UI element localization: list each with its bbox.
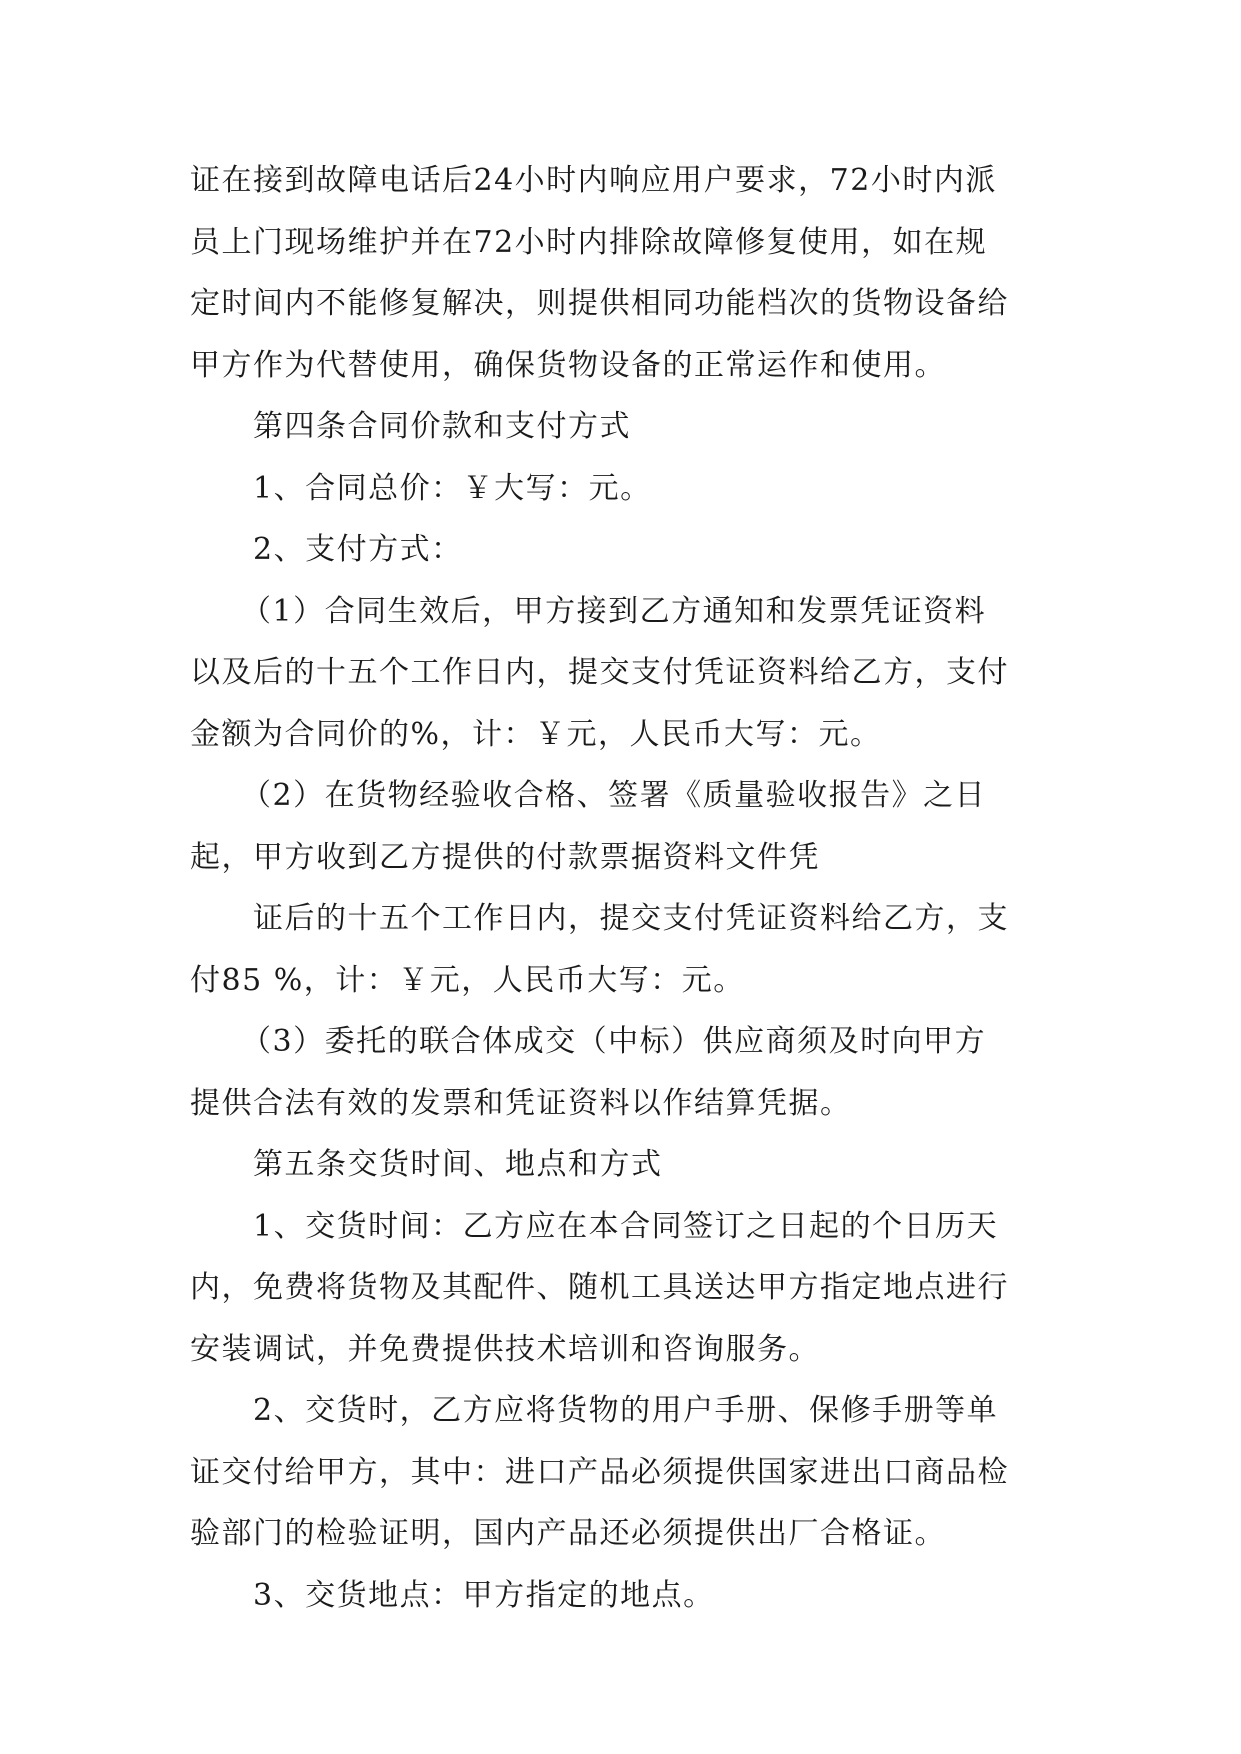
text-line: 金额为合同价的%，计：￥元，人民币大写：元。 [190, 716, 882, 752]
text-line: 1、合同总价：￥大写：元。 [253, 470, 652, 506]
text-line: 以及后的十五个工作日内，提交支付凭证资料给乙方，支付 [190, 655, 1009, 690]
text-line: 甲方作为代替使用，确保货物设备的正常运作和使用。 [190, 347, 946, 383]
text-line: （3）委托的联合体成交（中标）供应商须及时向甲方 [241, 1024, 987, 1059]
section-heading: 第五条交货时间、地点和方式 [253, 1147, 663, 1182]
text-line: 定时间内不能修复解决，则提供相同功能档次的货物设备给 [190, 286, 1009, 321]
text-line: 验部门的检验证明，国内产品还必须提供出厂合格证。 [190, 1516, 946, 1551]
text-line: 3、交货地点：甲方指定的地点。 [253, 1577, 715, 1613]
text-line: （2）在货物经验收合格、签署《质量验收报告》之日 [241, 778, 987, 813]
text-line: 证在接到故障电话后24小时内响应用户要求，72小时内派 [190, 163, 997, 198]
text-line: 2、支付方式： [253, 532, 463, 567]
section-heading: 第四条合同价款和支付方式 [253, 409, 631, 444]
text-line: 证交付给甲方，其中：进口产品必须提供国家进出口商品检 [190, 1454, 1009, 1490]
document-page [190, 150, 1050, 1626]
text-line: 员上门现场维护并在72小时内排除故障修复使用，如在规 [190, 224, 988, 260]
text-line: 安装调试，并免费提供技术培训和咨询服务。 [190, 1331, 820, 1367]
text-line: （1）合同生效后，甲方接到乙方通知和发票凭证资料 [241, 593, 987, 629]
text-line: 证后的十五个工作日内，提交支付凭证资料给乙方，支 [253, 901, 1009, 936]
text-line: 内，免费将货物及其配件、随机工具送达甲方指定地点进行 [190, 1270, 1009, 1305]
text-line: 1、交货时间：乙方应在本合同签订之日起的个日历天 [253, 1208, 999, 1244]
text-line: 提供合法有效的发票和凭证资料以作结算凭据。 [190, 1085, 852, 1121]
text-line: 2、交货时，乙方应将货物的用户手册、保修手册等单 [253, 1393, 999, 1428]
text-line: 付85 %，计：￥元，人民币大写：元。 [190, 962, 745, 998]
text-line: 起，甲方收到乙方提供的付款票据资料文件凭 [190, 839, 820, 875]
